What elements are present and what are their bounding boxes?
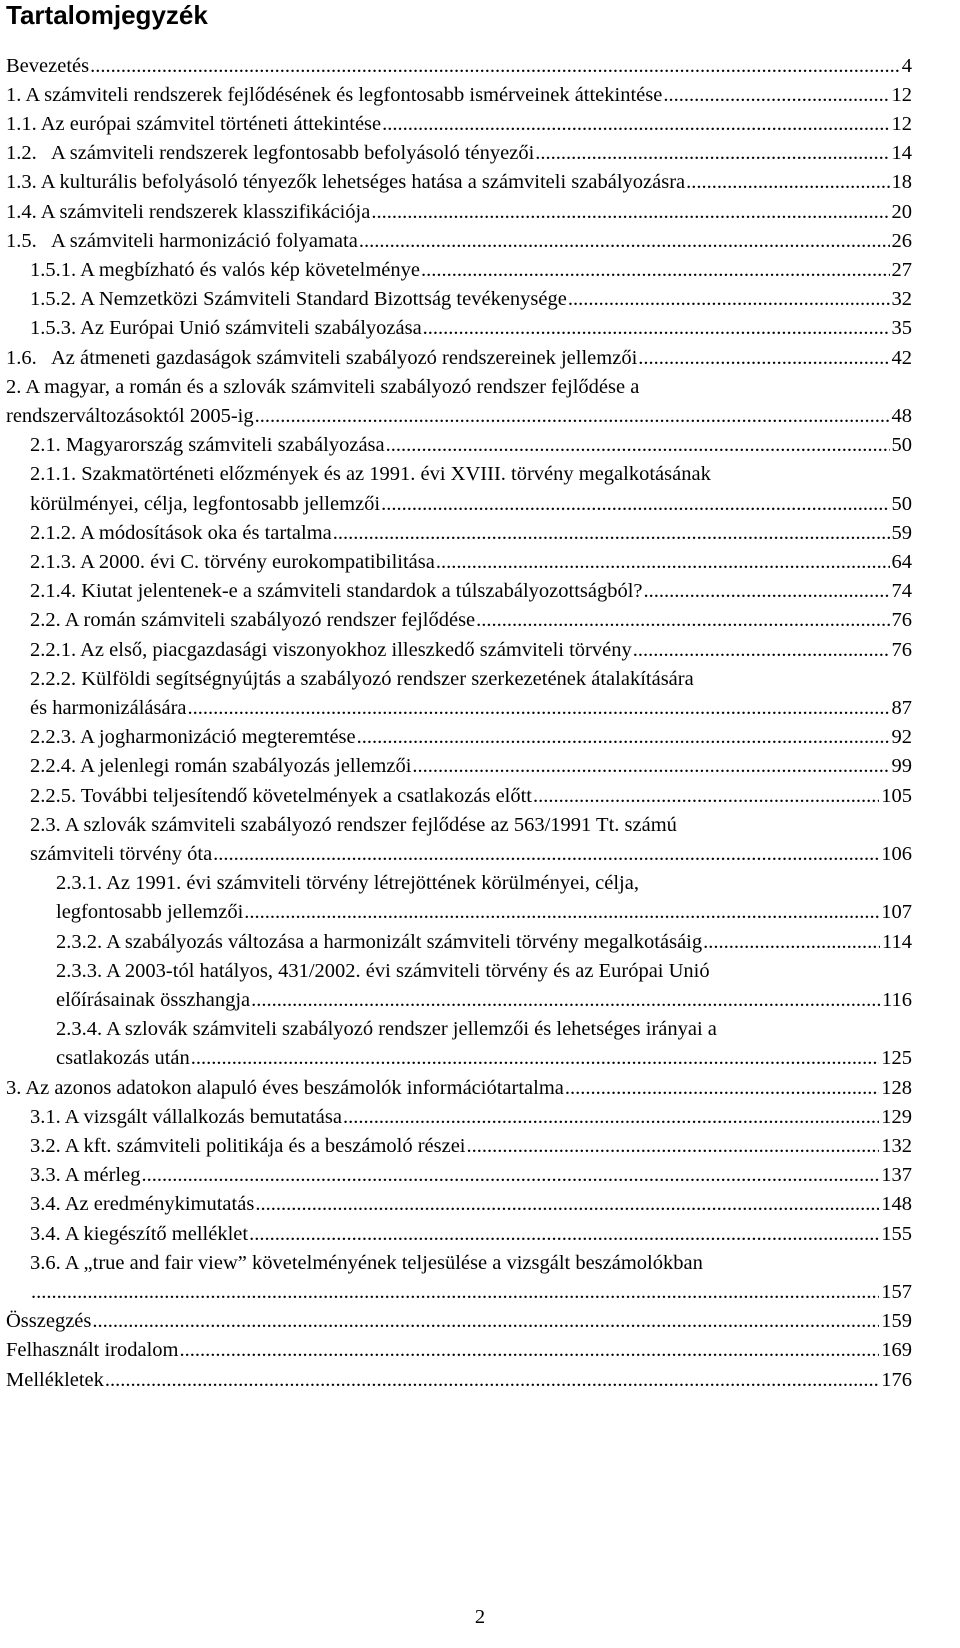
toc-entry-page: 59 — [891, 522, 912, 544]
toc-entry-title: 1.6. Az átmeneti gazdaságok számviteli szabályozó rendszereinek jellemzői — [6, 347, 638, 369]
toc-entry[interactable] — [56, 1014, 912, 1044]
toc-entry[interactable] — [30, 751, 912, 781]
toc-dot-leader — [191, 1043, 879, 1073]
toc-entry-page: 74 — [891, 580, 912, 602]
toc-entry-page: 176 — [881, 1369, 912, 1391]
toc-entry-page: 155 — [881, 1223, 912, 1245]
toc-dot-leader — [644, 576, 890, 606]
toc-entry[interactable] — [30, 605, 912, 635]
toc-entry[interactable] — [30, 693, 912, 723]
toc-entry-page: 18 — [891, 171, 912, 193]
toc-entry-page: 87 — [891, 697, 912, 719]
toc-dot-leader — [476, 605, 889, 635]
toc-dot-leader — [105, 1365, 879, 1395]
toc-entry-page: 128 — [881, 1077, 912, 1099]
toc-entry-page: 159 — [881, 1310, 912, 1332]
toc-entry[interactable] — [6, 226, 912, 256]
toc-entry-title: Összegzés — [6, 1310, 92, 1332]
toc-dot-leader — [686, 167, 889, 197]
toc-entry[interactable] — [56, 985, 912, 1015]
toc-entry[interactable] — [30, 489, 912, 519]
toc-entry[interactable] — [30, 430, 912, 460]
toc-entry[interactable] — [30, 1102, 912, 1132]
toc-entry-title: 1.1. Az európai számvitel történeti áttekintése — [6, 113, 382, 135]
toc-entry-page: 105 — [881, 785, 912, 807]
toc-dot-leader — [638, 343, 889, 373]
toc-entry[interactable] — [6, 343, 912, 373]
toc-dot-leader — [31, 1277, 879, 1307]
toc-dot-leader — [188, 693, 890, 723]
toc-entry-title: 1. A számviteli rendszerek fejlődésének és legfontosabb ismérveinek áttekintése — [6, 84, 663, 106]
toc-entry-title: 2.2.1. Az első, piacgazdasági viszonyokhoz illeszkedő számviteli törvény — [30, 639, 632, 661]
toc-heading: Tartalomjegyzék — [6, 0, 208, 30]
toc-entry[interactable] — [56, 868, 912, 898]
toc-entry-title: 2.3.4. A szlovák számviteli szabályozó rendszer jellemzői és lehetséges irányai a — [56, 1018, 717, 1040]
toc-entry-page: 157 — [881, 1281, 912, 1303]
toc-entry[interactable] — [6, 109, 912, 139]
toc-entry-title: 2.3.1. Az 1991. évi számviteli törvény létrejöttének körülményei, célja, — [56, 872, 639, 894]
toc-dot-leader — [92, 1306, 879, 1336]
toc-entry[interactable] — [6, 401, 912, 431]
toc-entry-title: 2.3. A szlovák számviteli szabályozó rendszer fejlődése az 563/1991 Tt. számú — [30, 814, 677, 836]
toc-entry-title: Felhasznált irodalom — [6, 1339, 179, 1361]
toc-entry-title: 2.2.2. Külföldi segítségnyújtás a szabályozó rendszer szerkezetének átalakítására — [30, 668, 694, 690]
toc-entry-page: 107 — [881, 901, 912, 923]
toc-dot-leader — [381, 489, 889, 519]
toc-dot-leader — [343, 1102, 879, 1132]
toc-entry-page: 50 — [891, 434, 912, 456]
toc-entry-title: 2.3.2. A szabályozás változása a harmonizált számviteli törvény megalkotásáig — [56, 931, 703, 953]
toc-entry-page: 35 — [891, 317, 912, 339]
toc-entry-page: 114 — [882, 931, 912, 953]
toc-entry-title: csatlakozás után — [56, 1047, 190, 1069]
toc-dot-leader — [357, 722, 890, 752]
toc-entry-title: előírásainak összhangja — [56, 989, 251, 1011]
toc-entry[interactable] — [30, 781, 912, 811]
toc-entry[interactable] — [30, 1277, 912, 1307]
toc-entry[interactable] — [30, 518, 912, 548]
toc-dot-leader — [255, 1189, 879, 1219]
toc-entry-title: 2.2.4. A jelenlegi román szabályozás jellemzői — [30, 755, 412, 777]
toc-dot-leader — [359, 226, 890, 256]
toc-entry[interactable] — [56, 897, 912, 927]
toc-dot-leader — [333, 518, 890, 548]
toc-entry-title: Mellékletek — [6, 1369, 104, 1391]
toc-entry-title: 3.6. A „true and fair view” követelményének teljesülése a vizsgált beszámolókban — [30, 1252, 703, 1274]
toc-entry-title: 2.1.4. Kiutat jelentenek-e a számviteli standardok a túlszabályozottságból? — [30, 580, 643, 602]
toc-entry[interactable] — [6, 167, 912, 197]
toc-entry-title: 1.5. A számviteli harmonizáció folyamata — [6, 230, 358, 252]
toc-entry-title: legfontosabb jellemzői — [56, 901, 244, 923]
toc-dot-leader — [703, 927, 880, 957]
toc-entry-title: 2.2.3. A jogharmonizáció megteremtése — [30, 726, 356, 748]
toc-entry-page: 169 — [881, 1339, 912, 1361]
toc-entry-title: 1.5.1. A megbízható és valós kép követelménye — [30, 259, 420, 281]
toc-entry[interactable] — [56, 956, 912, 986]
toc-entry-page: 92 — [891, 726, 912, 748]
toc-entry[interactable] — [30, 284, 912, 314]
toc-entry-page: 76 — [891, 609, 912, 631]
toc-entry[interactable] — [6, 197, 912, 227]
toc-entry-page: 50 — [891, 493, 912, 515]
toc-entry-title: és harmonizálására — [30, 697, 187, 719]
toc-entry-title: 3.4. A kiegészítő melléklet — [30, 1223, 249, 1245]
toc-dot-leader — [386, 430, 890, 460]
toc-dot-leader — [244, 897, 879, 927]
toc-entry-title: 2.2. A román számviteli szabályozó rendszer fejlődése — [30, 609, 476, 631]
toc-entry-title: 1.2. A számviteli rendszerek legfontosabb befolyásoló tényezői — [6, 142, 535, 164]
toc-entry[interactable] — [6, 1335, 912, 1365]
toc-entry-page: 76 — [891, 639, 912, 661]
toc-entry-title: 1.5.2. A Nemzetközi Számviteli Standard Bizottság tevékenysége — [30, 288, 567, 310]
toc-dot-leader — [180, 1335, 880, 1365]
toc-entry[interactable] — [30, 1248, 912, 1278]
toc-entry-page: 14 — [891, 142, 912, 164]
toc-entry-title: 1.5.3. Az Európai Unió számviteli szabályozása — [30, 317, 422, 339]
toc-entry[interactable] — [6, 51, 912, 81]
toc-dot-leader — [382, 109, 889, 139]
toc-entry-title: körülményei, célja, legfontosabb jellemzői — [30, 493, 381, 515]
toc-entry[interactable] — [30, 722, 912, 752]
toc-entry-page: 106 — [881, 843, 912, 865]
toc-dot-leader — [255, 401, 890, 431]
toc-entry-title: 3.3. A mérleg — [30, 1164, 141, 1186]
toc-entry-page: 26 — [891, 230, 912, 252]
toc-entry[interactable] — [30, 1189, 912, 1219]
toc-dot-leader — [633, 635, 890, 665]
toc-entry[interactable] — [30, 810, 912, 840]
toc-entry-page: 129 — [881, 1106, 912, 1128]
toc-entry[interactable] — [30, 255, 912, 285]
toc-entry-page: 99 — [891, 755, 912, 777]
toc-entry-page: 12 — [891, 113, 912, 135]
toc-entry[interactable] — [56, 927, 912, 957]
toc-dot-leader — [249, 1219, 879, 1249]
toc-entry-title: 3.1. A vizsgált vállalkozás bemutatása — [30, 1106, 342, 1128]
toc-dot-leader — [436, 547, 890, 577]
toc-entry-title: 3.4. Az eredménykimutatás — [30, 1193, 255, 1215]
toc-entry[interactable] — [30, 1219, 912, 1249]
toc-entry-title: rendszerváltozásoktól 2005-ig — [6, 405, 254, 427]
toc-dot-leader — [663, 80, 889, 110]
toc-dot-leader — [213, 839, 879, 869]
toc-entry-title: 2.3.3. A 2003-tól hatályos, 431/2002. évi számviteli törvény és az Európai Unió — [56, 960, 710, 982]
toc-dot-leader — [467, 1131, 880, 1161]
toc-dot-leader — [141, 1160, 879, 1190]
toc-entry-title: 1.3. A kulturális befolyásoló tényezők lehetséges hatása a számviteli szabályozásra — [6, 171, 686, 193]
toc-dot-leader — [412, 751, 889, 781]
toc-entry[interactable] — [56, 1043, 912, 1073]
toc-entry[interactable] — [30, 664, 912, 694]
toc-entry-page: 32 — [891, 288, 912, 310]
toc-entry[interactable] — [6, 372, 912, 402]
toc-entry[interactable] — [30, 459, 912, 489]
toc-dot-leader — [535, 138, 889, 168]
toc-entry-title: számviteli törvény óta — [30, 843, 213, 865]
toc-entry-page: 125 — [881, 1047, 912, 1069]
toc-entry[interactable] — [30, 547, 912, 577]
toc-entry-title: 2.2.5. További teljesítendő követelmények a csatlakozás előtt — [30, 785, 532, 807]
toc-dot-leader — [90, 51, 900, 81]
toc-entry-page: 116 — [882, 989, 912, 1011]
toc-entry[interactable] — [6, 138, 912, 168]
page-number: 2 — [474, 1606, 486, 1628]
toc-entry-page: 27 — [891, 259, 912, 281]
toc-entry-page: 132 — [881, 1135, 912, 1157]
toc-entry-page: 4 — [901, 55, 912, 77]
toc-entry-page: 12 — [891, 84, 912, 106]
toc-entry-page: 48 — [891, 405, 912, 427]
toc-entry-title: 3.2. A kft. számviteli politikája és a beszámoló részei — [30, 1135, 466, 1157]
toc-entry-page: 42 — [891, 347, 912, 369]
toc-dot-leader — [421, 255, 890, 285]
toc-dot-leader — [568, 284, 890, 314]
toc-entry-page: 20 — [891, 201, 912, 223]
toc-entry[interactable] — [30, 313, 912, 343]
toc-dot-leader — [565, 1073, 879, 1103]
toc-entry-title: 2.1. Magyarország számviteli szabályozása — [30, 434, 385, 456]
toc-entry-title: Bevezetés — [6, 55, 90, 77]
toc-dot-leader — [423, 313, 890, 343]
toc-entry[interactable] — [30, 1131, 912, 1161]
toc-entry[interactable] — [6, 1365, 912, 1395]
toc-entry[interactable] — [30, 839, 912, 869]
toc-entry-page: 64 — [891, 551, 912, 573]
toc-entry-title: 1.4. A számviteli rendszerek klasszifikációja — [6, 201, 371, 223]
toc-entry[interactable] — [6, 1306, 912, 1336]
toc-entry[interactable] — [30, 635, 912, 665]
toc-entry-page: 137 — [881, 1164, 912, 1186]
toc-entry[interactable] — [6, 80, 912, 110]
toc-entry[interactable] — [30, 1160, 912, 1190]
toc-entry-title: 2.1.1. Szakmatörténeti előzmények és az 1991. évi XVIII. törvény megalkotásának — [30, 463, 711, 485]
toc-dot-leader — [251, 985, 880, 1015]
toc-entry[interactable] — [30, 576, 912, 606]
toc-entry-title: 3. Az azonos adatokon alapuló éves beszámolók információtartalma — [6, 1077, 564, 1099]
toc-dot-leader — [533, 781, 879, 811]
toc-entry-page: 148 — [881, 1193, 912, 1215]
toc-entry-title: 2.1.2. A módosítások oka és tartalma — [30, 522, 332, 544]
toc-dot-leader — [371, 197, 889, 227]
toc-entry-title: 2.1.3. A 2000. évi C. törvény eurokompatibilitása — [30, 551, 435, 573]
toc-entry-title: 2. A magyar, a román és a szlovák számviteli szabályozó rendszer fejlődése a — [6, 376, 640, 398]
toc-entry[interactable] — [6, 1073, 912, 1103]
